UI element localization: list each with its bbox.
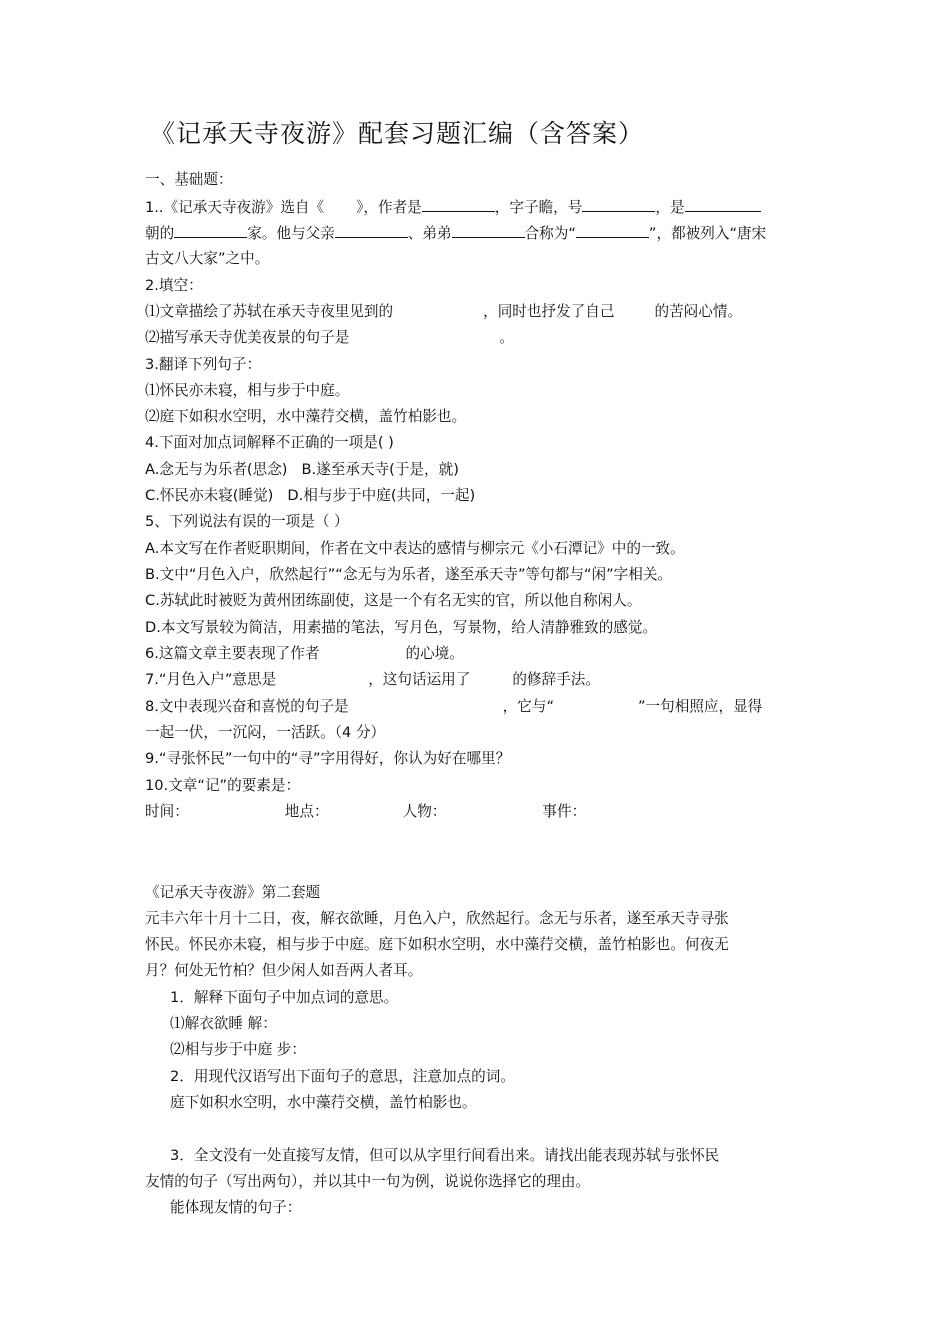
blank[interactable] bbox=[422, 197, 495, 212]
blank[interactable] bbox=[452, 223, 525, 238]
blank[interactable] bbox=[582, 197, 655, 212]
question-6: 6.这篇文章主要表现了作者 的心境。 bbox=[145, 645, 464, 662]
question-10-label: 10.文章“记”的要素是： bbox=[145, 777, 301, 794]
section-2-question-1: 1．解释下面句子中加点词的意思。 bbox=[170, 989, 399, 1006]
question-2-item-2: ⑵描写承天寺优美夜景的句子是 。 bbox=[145, 329, 514, 346]
passage-line-3: 月？何处无竹柏？但少闲人如吾两人者耳。 bbox=[145, 962, 423, 979]
question-10-elements: 时间： 地点： 人物： 事件： bbox=[145, 803, 587, 820]
blank[interactable] bbox=[685, 197, 761, 212]
question-5-option-c: C.苏轼此时被贬为黄州团练副使，这是一个有名无实的官，所以他自称闲人。 bbox=[145, 592, 642, 609]
question-2-item-1: ⑴文章描绘了苏轼在承天寺夜里见到的 ，同时也抒发了自己 的苦闷心情。 bbox=[145, 303, 743, 320]
question-8-line-1: 8.文中表现兴奋和喜悦的句子是 ，它与“ ”一句相照应，显得 bbox=[145, 698, 763, 715]
blank[interactable] bbox=[174, 223, 247, 238]
section-2-heading: 《记承天寺夜游》第二套题 bbox=[145, 884, 321, 901]
section-2-question-1b: ⑵相与步于中庭 步： bbox=[170, 1041, 306, 1058]
question-5-label: 5、下列说法有误的一项是（ ） bbox=[145, 513, 349, 530]
page-title: 《记承天寺夜游》配套习题汇编（含答案） bbox=[150, 119, 645, 148]
question-9: 9.“寻张怀民”一句中的“寻”字用得好，你认为好在哪里？ bbox=[145, 750, 511, 767]
section-2-question-3-line-1: 3．全文没有一处直接写友情，但可以从字里行间看出来。请找出能表现苏轼与张怀民 bbox=[170, 1147, 720, 1164]
question-5-option-d: D.本文写景较为简洁，用素描的笔法，写月色，写景物，给人清静雅致的感觉。 bbox=[145, 619, 658, 636]
section-2-question-3-line-2: 友情的句子（写出两句），并以其中一句为例，说说你选择它的理由。 bbox=[145, 1173, 591, 1190]
passage-line-1: 元丰六年十月十二日，夜，解衣欲睡，月色入户，欣然起行。念无与乐者，遂至承天寺寻张 bbox=[145, 910, 729, 927]
section-2-question-2a: 庭下如积水空明，水中藻荇交横，盖竹柏影也。 bbox=[170, 1094, 477, 1111]
question-1-line-1: 1..《记承天寺夜游》选自《 》，作者是 ，字子瞻，号 ，是 bbox=[145, 197, 761, 218]
question-5-option-a: A.本文写在作者贬职期间，作者在文中表达的感情与柳宗元《小石潭记》中的一致。 bbox=[145, 540, 685, 557]
question-4-options-cd: C.怀民亦未寝(睡觉) D.相与步于中庭(共同，一起) bbox=[145, 487, 476, 504]
question-4-options-ab: A.念无与为乐者(思念) B.遂至承天寺(于是，就) bbox=[145, 461, 459, 478]
question-2-label: 2.填空： bbox=[145, 277, 203, 294]
blank[interactable] bbox=[335, 223, 408, 238]
question-3-label: 3.翻译下列句子： bbox=[145, 356, 262, 373]
question-3-item-1: ⑴怀民亦未寝，相与步于中庭。 bbox=[145, 382, 350, 399]
question-7: 7.“月色入户”意思是 ，这句话运用了 的修辞手法。 bbox=[145, 671, 600, 688]
section-2-question-2: 2．用现代汉语写出下面句子的意思，注意加点的词。 bbox=[170, 1068, 515, 1085]
blank[interactable] bbox=[576, 223, 649, 238]
question-5-option-b: B.文中“月色入户，欣然起行”“念无与为乐者，遂至承天寺”等句都与“闲”字相关。 bbox=[145, 566, 673, 583]
question-1-line-2: 朝的 家。他与父亲 、弟弟 合称为“ ”，都被列入“唐宋 bbox=[145, 225, 767, 242]
section-2-question-3-prompt: 能体现友情的句子： bbox=[170, 1199, 302, 1216]
question-1-line-3: 古文八大家”之中。 bbox=[145, 250, 270, 267]
question-3-item-2: ⑵庭下如积水空明，水中藻荇交横，盖竹柏影也。 bbox=[145, 408, 467, 425]
question-4-label: 4.下面对加点词解释不正确的一项是( ) bbox=[145, 434, 394, 451]
section-heading: 一、基础题： bbox=[145, 171, 233, 188]
passage-line-2: 怀民。怀民亦未寝，相与步于中庭。庭下如积水空明，水中藻荇交横，盖竹柏影也。何夜无 bbox=[145, 936, 729, 953]
section-2-question-1a: ⑴解衣欲睡 解： bbox=[170, 1015, 277, 1032]
question-8-line-2: 一起一伏，一沉闷，一活跃。（4 分） bbox=[145, 724, 386, 741]
